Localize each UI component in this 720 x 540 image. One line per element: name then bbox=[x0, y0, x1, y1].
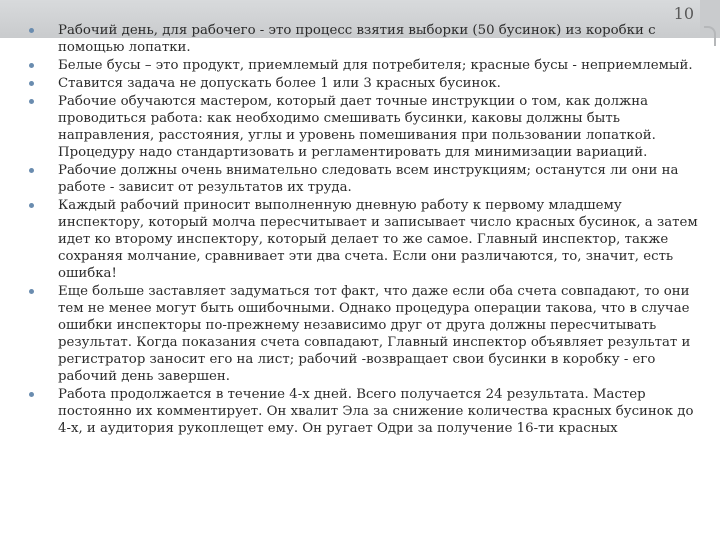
list-item bbox=[28, 75, 700, 92]
bullet-text: Каждый рабочий приносит выполненную дневную работу к первому младшему инспектору, который молча пересчитывает и записывает число красных бусинок, а затем идет ко второму инспектору, который делает то же самое. Главный инспектор, также сохраняя молчание, сравнивает эти два счета. Если они различаются, то, значит, есть ошибка! bbox=[58, 198, 698, 281]
list-item bbox=[28, 197, 700, 282]
frame-corner bbox=[704, 26, 716, 46]
bullet-text: Еще больше заставляет задуматься тот факт, что даже если оба счета совпадают, то они тем не менее могут быть ошибочными. Однако процедура операции такова, что в случае ошибки инспекторы по-прежнему независимо друг от друга должны пересчитывать результат. Когда показания счета совпадают, Главный инспектор объявляет результат и регистратор заносит его на лист; рабочий -возвращает свои бусинки в коробку - его рабочий день завершен. bbox=[58, 284, 691, 384]
list-item bbox=[28, 22, 700, 56]
page-number: 10 bbox=[673, 4, 694, 23]
bullet-text: Ставится задача не допускать более 1 или 3 красных бусинок. bbox=[58, 76, 501, 91]
bullet-icon bbox=[29, 63, 34, 68]
list-item bbox=[28, 162, 700, 196]
slide-content bbox=[28, 22, 700, 438]
bullet-icon bbox=[29, 99, 34, 104]
bullet-text: Рабочие должны очень внимательно следовать всем инструкциям; останутся ли они на работе - зависит от результатов их труда. bbox=[58, 163, 679, 195]
bullet-text: Рабочий день, для рабочего - это процесс взятия выборки (50 бусинок) из коробки с помощью лопатки. bbox=[58, 23, 656, 55]
list-item bbox=[28, 386, 700, 437]
bullet-icon bbox=[29, 203, 34, 208]
bullet-text: Белые бусы – это продукт, приемлемый для потребителя; красные бусы - неприемлемый. bbox=[58, 58, 693, 73]
bullet-icon bbox=[29, 392, 34, 397]
bullet-icon bbox=[29, 81, 34, 86]
bullet-icon bbox=[29, 168, 34, 173]
bullet-icon bbox=[29, 28, 34, 33]
bullet-list bbox=[28, 22, 700, 437]
list-item bbox=[28, 283, 700, 385]
list-item bbox=[28, 57, 700, 74]
bullet-icon bbox=[29, 289, 34, 294]
list-item bbox=[28, 93, 700, 161]
bullet-text: Рабочие обучаются мастером, который дает точные инструкции о том, как должна проводиться работа: как необходимо смешивать бусинки, каковы должны быть направления, расстояния, углы и уровень помешивания при пользовании лопаткой. Процедуру надо стандартизовать и регламентировать для минимизации вариаций. bbox=[58, 94, 656, 160]
bullet-text: Работа продолжается в течение 4-х дней. Всего получается 24 результата. Мастер постоянно их комментирует. Он хвалит Эла за снижение количества красных бусинок до 4-х, и аудитория рукоплещет ему. Он ругает Одри за получение 16-ти красных bbox=[58, 387, 694, 436]
